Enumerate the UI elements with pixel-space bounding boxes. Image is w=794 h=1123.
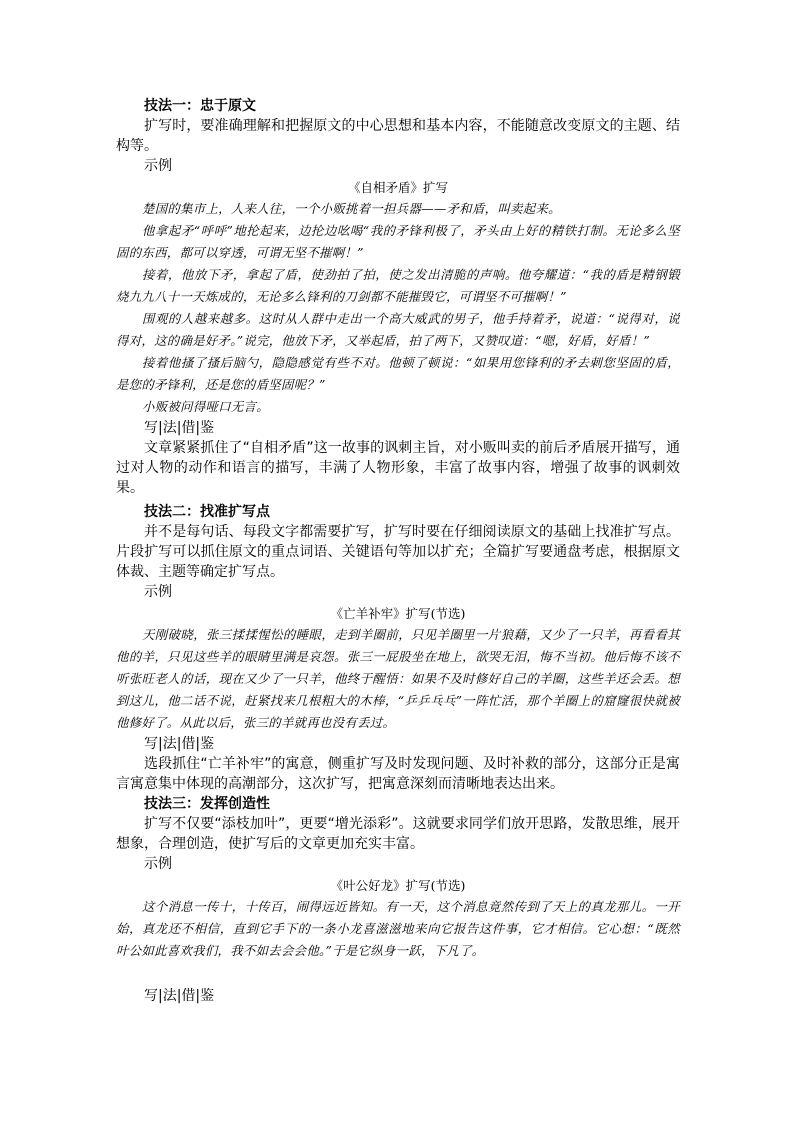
document-content [116,96,680,1006]
example-label: 示例 [144,856,172,872]
example-paragraph: 天刚破晓，张三揉揉惺忪的睡眼，走到羊圈前，只见羊圈里一片狼藉，又少了一只羊，再看看其他的羊，只见这些羊的眼睛里满是哀怨。张三一屁股坐在地上，欲哭无泪，悔不当初。他后悔不该不听张旺老人的话，现在又少了一只羊，他终于醒悟：如果不及时修好自己的羊圈，这些羊还会丢。想到这儿，他二话不说，赶紧找来几根粗大的木棒，“乒乒乓乓”一阵忙活，那个羊圈上的窟窿很快就被他修好了。从此以后，张三的羊就再也没有丢过。 [116,627,680,730]
section-intro: 扩写不仅要“添枝加叶”，更要“增光添彩”。这就要求同学们放开思路，发散思维，展开想象，合理创造，使扩写后的文章更加充实丰富。 [116,816,680,852]
example-paragraph: 楚国的集市上，人来人往，一个小贩挑着一担兵器——矛和盾，叫卖起来。 [142,201,561,216]
example-paragraph: 这个消息一传十，十传百，闹得远近皆知。有一天，这个消息竟然传到了天上的真龙那儿。一开始，真龙还不相信，直到它手下的一条小龙喜滋滋地来向它报告这件事，它才相信。它心想：“既然叶公如此喜欢我们，我不如去会会他。”于是它纵身一跃，下凡了。 [116,899,680,958]
note-label: 写|法|借|鉴 [144,736,215,752]
example-paragraph: 围观的人越来越多。这时从人群中走出一个高大威武的男子，他手持着矛，说道：“说得对，说得对，这的确是好矛。”说完，他放下矛，又举起盾，拍了两下，又赞叹道：“嗯，好盾，好盾！” [116,311,680,348]
example-paragraph: 接着，他放下矛，拿起了盾，使劲拍了拍，使之发出清脆的声响。他夸耀道：“我的盾是精钢锻烧九九八十一天炼成的，无论多么锋利的刀剑都不能摧毁它，可谓坚不可摧啊！” [116,267,680,304]
section-heading: 技法二：找准扩写点 [144,504,270,520]
example-title: 《自相矛盾》扩写 [347,180,448,195]
section-intro: 并不是每句话、每段文字都需要扩写，扩写时要在仔细阅读原文的基础上找准扩写点。片段扩写可以抓住原文的重点词语、关键语句等加以扩充；全篇扩写要通盘考虑，根据原文体裁、主题等确定扩写点。 [116,524,680,580]
note-text: 选段抓住“亡羊补牢”的寓意，侧重扩写及时发现问题、及时补救的部分，这部分正是寓言寓意集中体现的高潮部分，这次扩写，把寓意深刻而清晰地表达出来。 [116,756,680,792]
example-paragraph: 他拿起矛“呼呼”地抡起来，边抡边吆喝“我的矛锋利极了，矛头由上好的精铁打制。无论多么坚固的东西，都可以穿透，可谓无坚不摧啊！” [116,223,680,260]
section-intro: 扩写时，要准确理解和把握原文的中心思想和基本内容，不能随意改变原文的主题、结构等。 [116,118,680,154]
note-label: 写|法|借|鉴 [144,988,215,1004]
example-label: 示例 [144,158,172,174]
section-heading: 技法一：忠于原文 [144,98,256,114]
example-title: 《亡羊补牢》扩写(节选) [330,606,466,621]
note-text: 文章紧紧抓住了“自相矛盾”这一故事的讽刺主旨，对小贩叫卖的前后矛盾展开描写，通过对人物的动作和语言的描写，丰满了人物形象，丰富了故事内容，增强了故事的讽刺效果。 [116,440,680,496]
example-title: 《叶公好龙》扩写(节选) [330,878,466,893]
note-label: 写|法|借|鉴 [144,420,215,436]
example-label: 示例 [144,584,172,600]
section-heading: 技法三：发挥创造性 [144,796,270,812]
example-paragraph: 小贩被问得哑口无言。 [142,399,269,414]
example-paragraph: 接着他搔了搔后脑勺，隐隐感觉有些不对。他顿了顿说：“如果用您锋利的矛去刺您坚固的盾，是您的矛锋利，还是您的盾坚固呢？” [116,355,680,392]
